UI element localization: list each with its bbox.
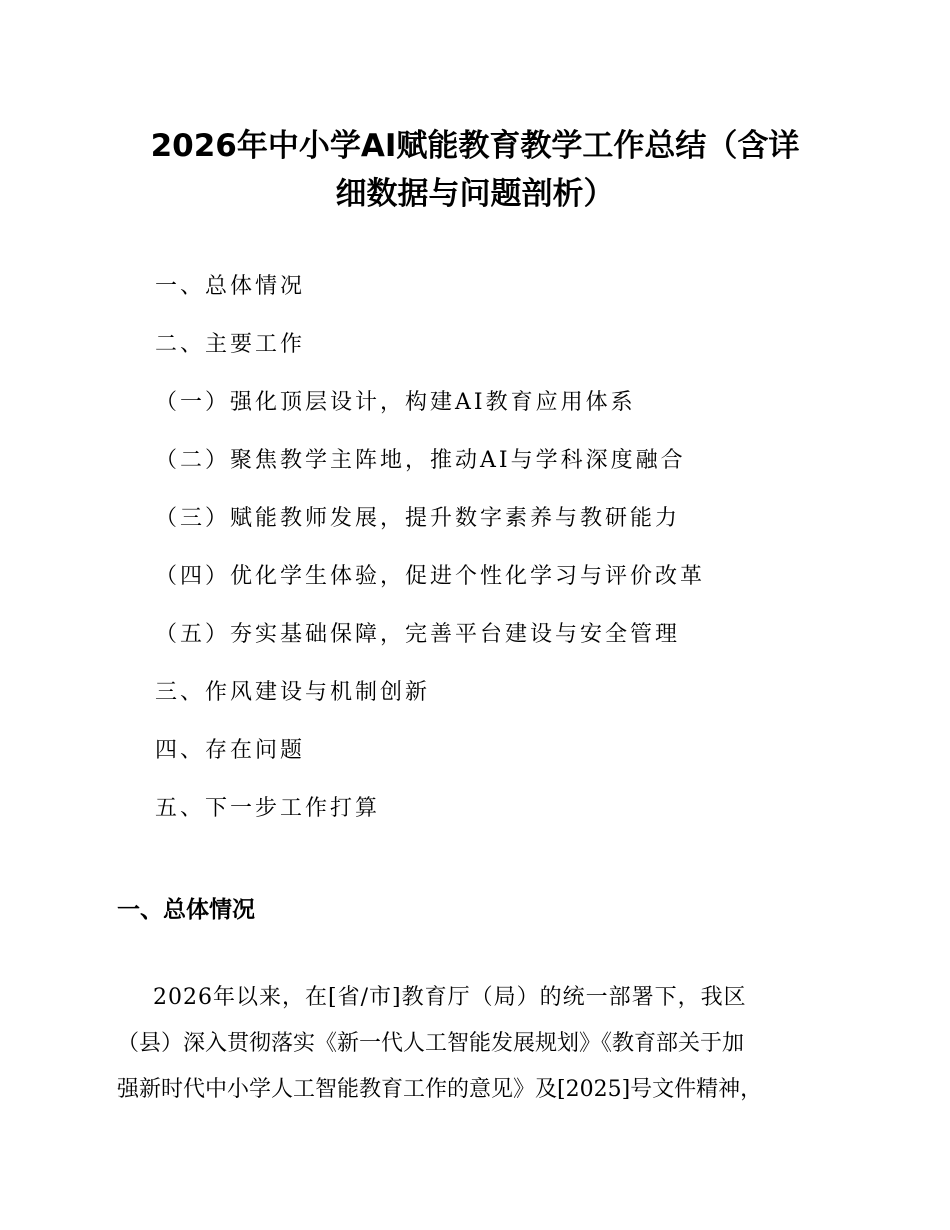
toc-item-subsection-2: （二）聚焦教学主阵地，推动AI与学科深度融合 (155, 448, 686, 473)
toc-item-subsection-5: （五）夯实基础保障，完善平台建设与安全管理 (155, 622, 681, 647)
overview-paragraph (117, 975, 837, 1113)
toc-item-subsection-4: （四）优化学生体验，促进个性化学习与评价改革 (155, 564, 706, 589)
paragraph-line-2: （县）深入贯彻落实《新一代人工智能发展规划》《教育部关于加 (117, 1031, 745, 1056)
toc-item-subsection-3: （三）赋能教师发展，提升数字素养与教研能力 (155, 506, 681, 531)
document-title-line-1: 2026年中小学AI赋能教育教学工作总结（含详 (150, 128, 800, 164)
paragraph-line-3: 强新时代中小学人工智能教育工作的意见》及[2025]号文件精神， (117, 1077, 763, 1102)
table-of-contents (0, 266, 950, 846)
toc-item-subsection-1: （一）强化顶层设计，构建AI教育应用体系 (155, 390, 636, 415)
document-title (60, 122, 890, 218)
document-title-line-2: 细数据与问题剖析） (335, 176, 615, 212)
paragraph-line-1: 2026年以来，在[省/市]教育厅（局）的统一部署下，我区 (153, 985, 747, 1010)
toc-item-next-steps: 五、下一步工作打算 (155, 796, 381, 821)
section-heading-overview: 一、总体情况 (117, 897, 255, 923)
toc-item-main-work: 二、主要工作 (155, 332, 306, 357)
toc-item-problems: 四、存在问题 (155, 738, 306, 763)
toc-item-style-building: 三、作风建设与机制创新 (155, 680, 431, 705)
toc-item-overview: 一、总体情况 (155, 274, 306, 299)
